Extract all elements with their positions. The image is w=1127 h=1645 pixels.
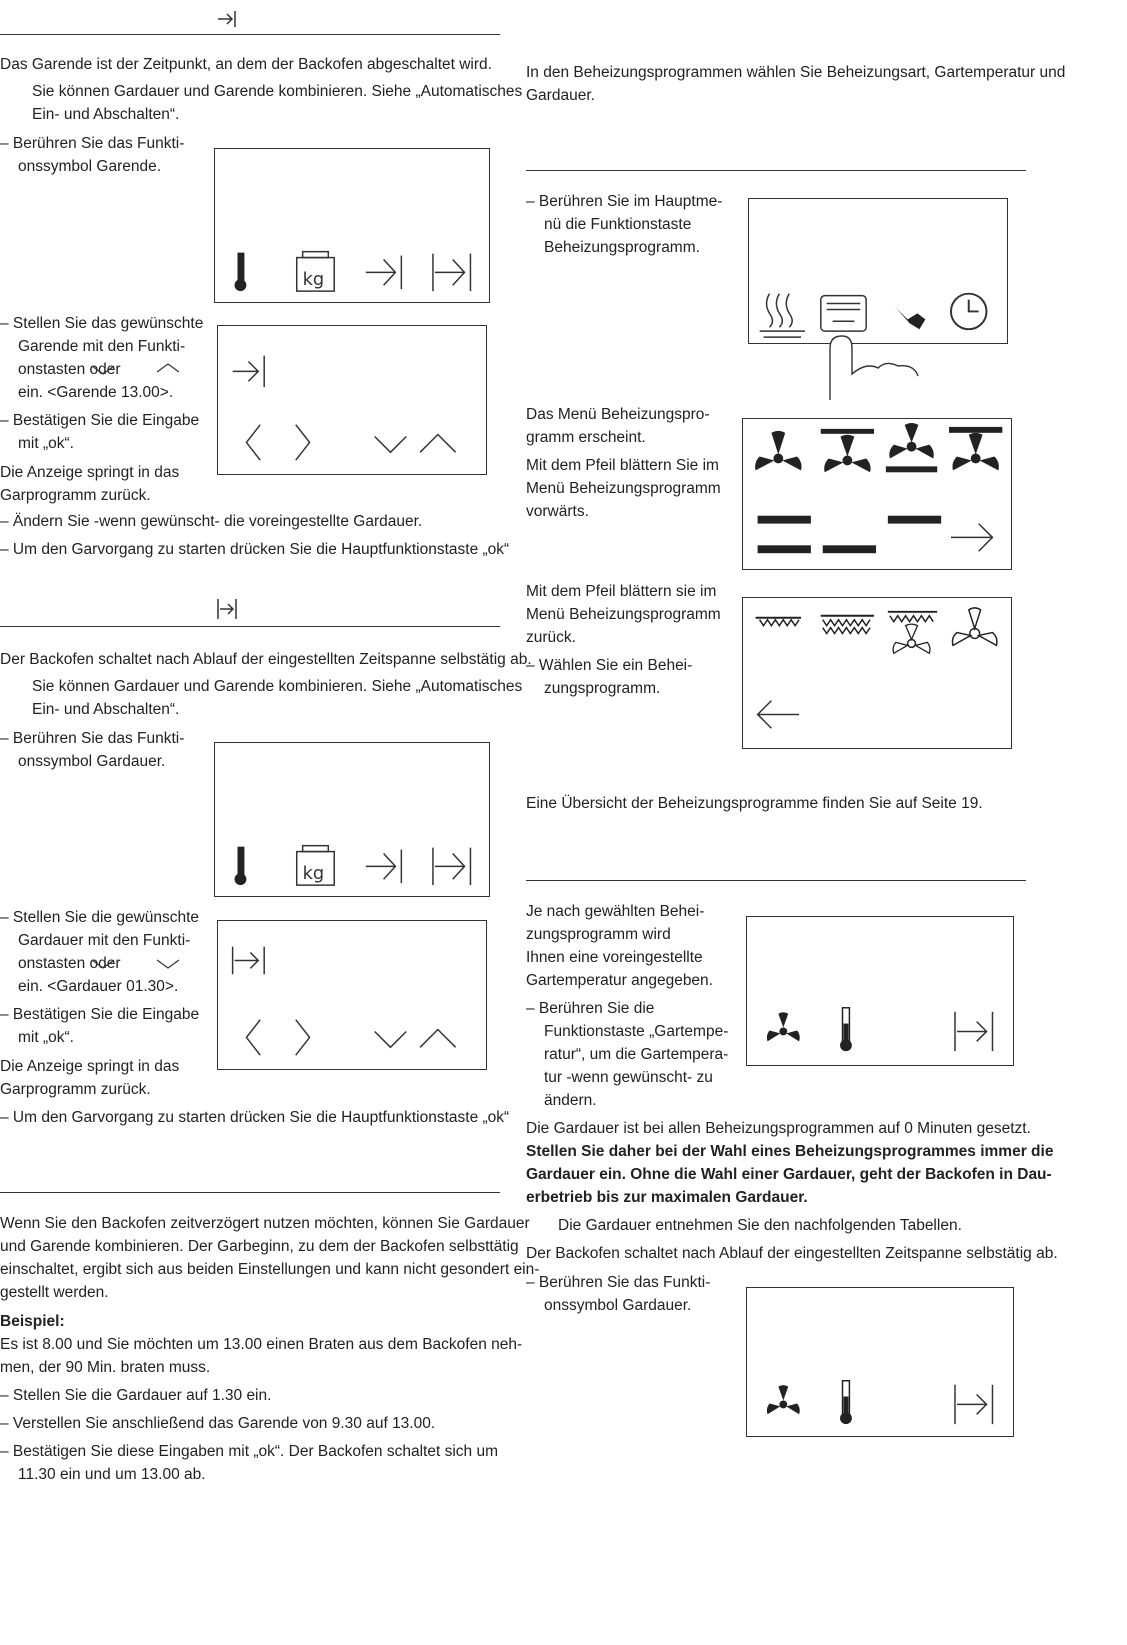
- section-divider: [0, 34, 500, 35]
- step-text: – Verstellen Sie anschließend das Garende von 9.30 auf 13.00.: [0, 1415, 436, 1432]
- body-text: Gardauer.: [526, 87, 595, 104]
- garende-heading-icon: [216, 8, 240, 30]
- example-heading: Beispiel:: [0, 1313, 65, 1330]
- body-text: Ihnen eine voreingestellte: [526, 949, 703, 966]
- step-text: – Berühren Sie im Hauptme-: [526, 193, 723, 210]
- display-gardauer-edit: [217, 920, 487, 1070]
- gardauer-icon[interactable]: [955, 1385, 992, 1424]
- section-divider: [0, 1192, 500, 1193]
- display-gardauer-heating: [746, 1287, 1014, 1437]
- step-text: – Berühren Sie die: [526, 1000, 655, 1017]
- display-heating-menu-page1: [742, 418, 1012, 570]
- step-text: – Um den Garvorgang zu starten drücken Sie die Hauptfunktionstaste „ok“: [0, 1109, 510, 1126]
- step-text: nü die Funktionstaste: [544, 216, 692, 233]
- step-text: – Um den Garvorgang zu starten drücken Sie die Hauptfunktionstaste „ok“: [0, 541, 510, 558]
- garende-icon[interactable]: [366, 256, 402, 290]
- step-text: mit „ok“.: [18, 1029, 74, 1046]
- step-text: zungsprogramm.: [544, 680, 661, 697]
- chevron-right-icon[interactable]: [296, 1020, 310, 1056]
- garende-icon[interactable]: [366, 850, 402, 884]
- display-garende-select: [214, 148, 490, 303]
- step-text: tur -wenn gewünscht- zu: [544, 1069, 713, 1086]
- step-text: – Stellen Sie das gewünschte: [0, 315, 204, 332]
- body-text: zungsprogramm wird: [526, 926, 671, 943]
- step-text: – Berühren Sie das Funkti-: [526, 1274, 711, 1291]
- chevron-down-icon: [90, 958, 116, 970]
- step-text: – Ändern Sie -wenn gewünscht- die voreingestellte Gardauer.: [0, 513, 423, 530]
- step-text: Beheizungsprogramm.: [544, 239, 700, 256]
- wrench-icon[interactable]: [890, 302, 926, 330]
- pointing-finger-icon: [822, 330, 922, 402]
- fan-icon: [767, 1012, 800, 1041]
- step-text: – Stellen Sie die Gardauer auf 1.30 ein.: [0, 1387, 272, 1404]
- note-text: Sie können Gardauer und Garende kombinieren. Siehe „Automatisches: [32, 83, 523, 100]
- bottom-heat-icon[interactable]: [823, 545, 876, 553]
- step-text: mit „ok“.: [18, 435, 74, 452]
- note-text: Ein- und Abschalten“.: [32, 106, 180, 123]
- display-gardauer-select: [214, 742, 490, 897]
- step-text: onssymbol Garende.: [18, 158, 162, 175]
- top-bottom-heat-icon[interactable]: [758, 516, 811, 554]
- step-text: onstasten oder: [18, 955, 121, 972]
- body-text: Eine Übersicht der Beheizungsprogramme finden Sie auf Seite 19.: [526, 795, 983, 812]
- body-text: gestellt werden.: [0, 1284, 109, 1301]
- chevron-up-icon: [155, 362, 181, 374]
- thermometer-icon[interactable]: [840, 1008, 852, 1051]
- grill-large-icon[interactable]: [821, 616, 874, 634]
- weight-kg-icon: [297, 252, 335, 291]
- body-text: Die Anzeige springt in das: [0, 464, 180, 481]
- body-text: Der Backofen schaltet nach Ablauf der eingestellten Zeitspanne selbstätig ab.: [526, 1245, 1058, 1262]
- step-text: ratur“, um die Gartempera-: [544, 1046, 729, 1063]
- step-text: 11.30 ein und um 13.00 ab.: [18, 1466, 206, 1483]
- chevron-up-icon[interactable]: [420, 1030, 456, 1048]
- body-text: Mit dem Pfeil blättern Sie im: [526, 457, 719, 474]
- top-heat-icon[interactable]: [888, 516, 941, 524]
- chevron-down-icon[interactable]: [375, 1032, 407, 1048]
- thermometer-icon[interactable]: [840, 1381, 852, 1424]
- step-text: Gardauer mit den Funkti-: [18, 932, 191, 949]
- gardauer-icon[interactable]: [955, 1012, 992, 1051]
- body-text: einschaltet, ergibt sich aus beiden Einstellungen und kann nicht gesondert ein-: [0, 1261, 540, 1278]
- heating-program-icon[interactable]: [821, 296, 866, 332]
- body-text: vorwärts.: [526, 503, 589, 520]
- note-text: Ein- und Abschalten“.: [32, 701, 180, 718]
- fan-icon: [767, 1385, 800, 1414]
- body-text: Es ist 8.00 und Sie möchten um 13.00 einen Braten aus dem Backofen neh-: [0, 1336, 523, 1353]
- body-text: Die Gardauer ist bei allen Beheizungsprogrammen auf 0 Minuten gesetzt.: [526, 1120, 1031, 1137]
- grill-small-icon[interactable]: [756, 618, 801, 626]
- arrow-left-icon[interactable]: [758, 701, 799, 729]
- thermometer-icon: [235, 847, 247, 885]
- body-text: Das Menü Beheizungspro-: [526, 406, 710, 423]
- step-text: – Bestätigen Sie die Eingabe: [0, 1006, 200, 1023]
- body-text: Wenn Sie den Backofen zeitverzögert nutzen möchten, können Sie Gardauer: [0, 1215, 530, 1232]
- chevron-down-icon: [155, 958, 181, 970]
- chevron-down-icon[interactable]: [375, 437, 407, 453]
- gardauer-icon[interactable]: [433, 848, 471, 886]
- note-text: Die Gardauer entnehmen Sie den nachfolgenden Tabellen.: [558, 1217, 962, 1234]
- display-garende-edit: [217, 325, 487, 475]
- section-divider: [526, 170, 1026, 171]
- step-text: ein. <Gardauer 01.30>.: [18, 978, 179, 995]
- step-text: – Berühren Sie das Funkti-: [0, 135, 185, 152]
- body-text: In den Beheizungsprogrammen wählen Sie Beheizungsart, Gartemperatur und: [526, 64, 1066, 81]
- body-text: Gartemperatur angegeben.: [526, 972, 713, 989]
- body-text: Menü Beheizungsprogramm: [526, 480, 721, 497]
- display-heating-menu-page2: [742, 597, 1012, 749]
- step-text: – Bestätigen Sie die Eingabe: [0, 412, 200, 429]
- warning-text: Stellen Sie daher bei der Wahl eines Beheizungsprogrammes immer die: [526, 1143, 1054, 1160]
- body-text: Garprogramm zurück.: [0, 1081, 151, 1098]
- body-text: Der Backofen schaltet nach Ablauf der eingestellten Zeitspanne selbstätig ab.: [0, 651, 532, 668]
- weight-kg-icon: [297, 846, 335, 885]
- body-text: Mit dem Pfeil blättern sie im: [526, 583, 717, 600]
- garende-icon: [233, 356, 265, 388]
- body-text: Garprogramm zurück.: [0, 487, 151, 504]
- gardauer-heading-icon: [215, 596, 241, 622]
- fan-outline-icon[interactable]: [952, 608, 996, 646]
- step-text: onssymbol Gardauer.: [18, 753, 166, 770]
- step-text: ändern.: [544, 1092, 597, 1109]
- step-text: – Berühren Sie das Funkti-: [0, 730, 185, 747]
- chevron-up-icon[interactable]: [420, 435, 456, 453]
- thermometer-icon: [235, 253, 247, 291]
- step-text: Funktionstaste „Gartempe-: [544, 1023, 729, 1040]
- body-text: und Garende kombinieren. Der Garbeginn, zu dem der Backofen selbsttätig: [0, 1238, 519, 1255]
- chevron-left-icon[interactable]: [246, 1020, 260, 1056]
- step-text: – Stellen Sie die gewünschte: [0, 909, 200, 926]
- body-text: zurück.: [526, 629, 576, 646]
- step-text: onstasten oder: [18, 361, 121, 378]
- fan-bottom-heat-icon[interactable]: [886, 423, 937, 472]
- arrow-right-icon[interactable]: [951, 524, 992, 552]
- display-main-menu: [748, 198, 1008, 344]
- body-text: Das Garende ist der Zeitpunkt, an dem der Backofen abgeschaltet wird.: [0, 56, 492, 73]
- chevron-down-icon: [90, 364, 116, 376]
- chevron-left-icon[interactable]: [246, 425, 260, 461]
- fan-top-heat-icon[interactable]: [821, 429, 874, 472]
- step-text: ein. <Garende 13.00>.: [18, 384, 174, 401]
- body-text: gramm erscheint.: [526, 429, 646, 446]
- svg-text:kg: kg: [302, 864, 325, 885]
- gardauer-icon: [233, 947, 265, 975]
- fan-icon[interactable]: [755, 431, 801, 470]
- fan-top-icon[interactable]: [949, 427, 1002, 470]
- body-text: men, der 90 Min. braten muss.: [0, 1359, 211, 1376]
- step-text: – Wählen Sie ein Behei-: [526, 657, 693, 674]
- note-text: Sie können Gardauer und Garende kombinieren. Siehe „Automatisches: [32, 678, 523, 695]
- warning-text: Gardauer ein. Ohne die Wahl einer Gardauer, geht der Backofen in Dau-: [526, 1166, 1052, 1183]
- body-text: Menü Beheizungsprogramm: [526, 606, 721, 623]
- gardauer-icon[interactable]: [433, 254, 471, 292]
- fan-grill-icon[interactable]: [888, 612, 937, 653]
- chevron-right-icon[interactable]: [296, 425, 310, 461]
- display-temperature: [746, 916, 1014, 1066]
- svg-text:kg: kg: [302, 270, 325, 291]
- warning-text: erbetrieb bis zur maximalen Gardauer.: [526, 1189, 808, 1206]
- clock-icon[interactable]: [951, 294, 987, 330]
- step-text: onssymbol Gardauer.: [544, 1297, 692, 1314]
- step-text: – Bestätigen Sie diese Eingaben mit „ok“. Der Backofen schaltet sich um: [0, 1443, 498, 1460]
- steam-icon[interactable]: [760, 294, 805, 337]
- section-divider: [526, 880, 1026, 881]
- body-text: Je nach gewählten Behei-: [526, 903, 705, 920]
- step-text: Garende mit den Funkti-: [18, 338, 186, 355]
- section-divider: [0, 626, 500, 627]
- body-text: Die Anzeige springt in das: [0, 1058, 180, 1075]
